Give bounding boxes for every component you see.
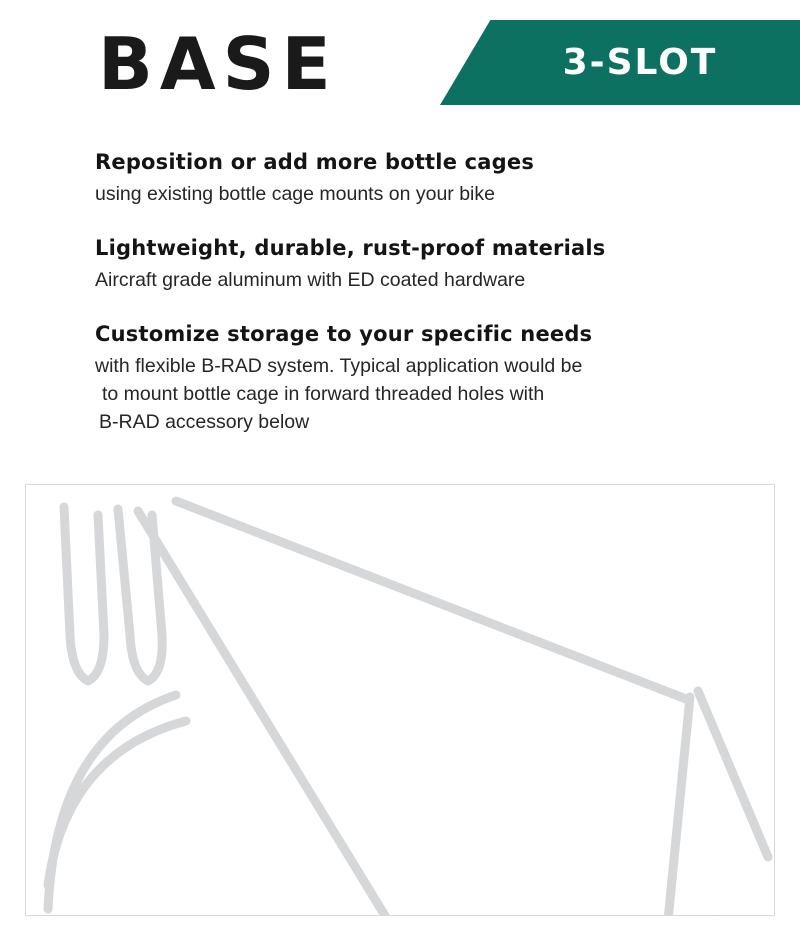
feature-title: Customize storage to your specific needs bbox=[95, 322, 593, 346]
feature-description bbox=[95, 352, 740, 436]
feature-title: Reposition or add more bottle cages bbox=[95, 150, 535, 174]
feature-item bbox=[95, 150, 740, 208]
feature-item bbox=[95, 322, 740, 436]
feature-description-line: B-RAD accessory below bbox=[99, 411, 310, 433]
feature-item bbox=[95, 236, 740, 294]
feature-title: Lightweight, durable, rust-proof materials bbox=[95, 236, 606, 260]
bicycle-frame-illustration bbox=[48, 501, 770, 915]
product-illustration bbox=[25, 484, 775, 916]
badge-label: 3-SLOT bbox=[562, 42, 718, 83]
feature-description-line: to mount bottle cage in forward threaded holes with bbox=[102, 383, 545, 405]
feature-description bbox=[95, 266, 740, 294]
feature-description-line: Aircraft grade aluminum with ED coated hardware bbox=[95, 269, 526, 291]
header bbox=[0, 0, 800, 122]
feature-list bbox=[0, 122, 800, 436]
feature-description bbox=[95, 180, 740, 208]
feature-description-line: with flexible B-RAD system. Typical application would be bbox=[95, 355, 583, 377]
feature-description-line: using existing bottle cage mounts on your bike bbox=[95, 183, 495, 205]
page-title: BASE bbox=[98, 22, 338, 106]
